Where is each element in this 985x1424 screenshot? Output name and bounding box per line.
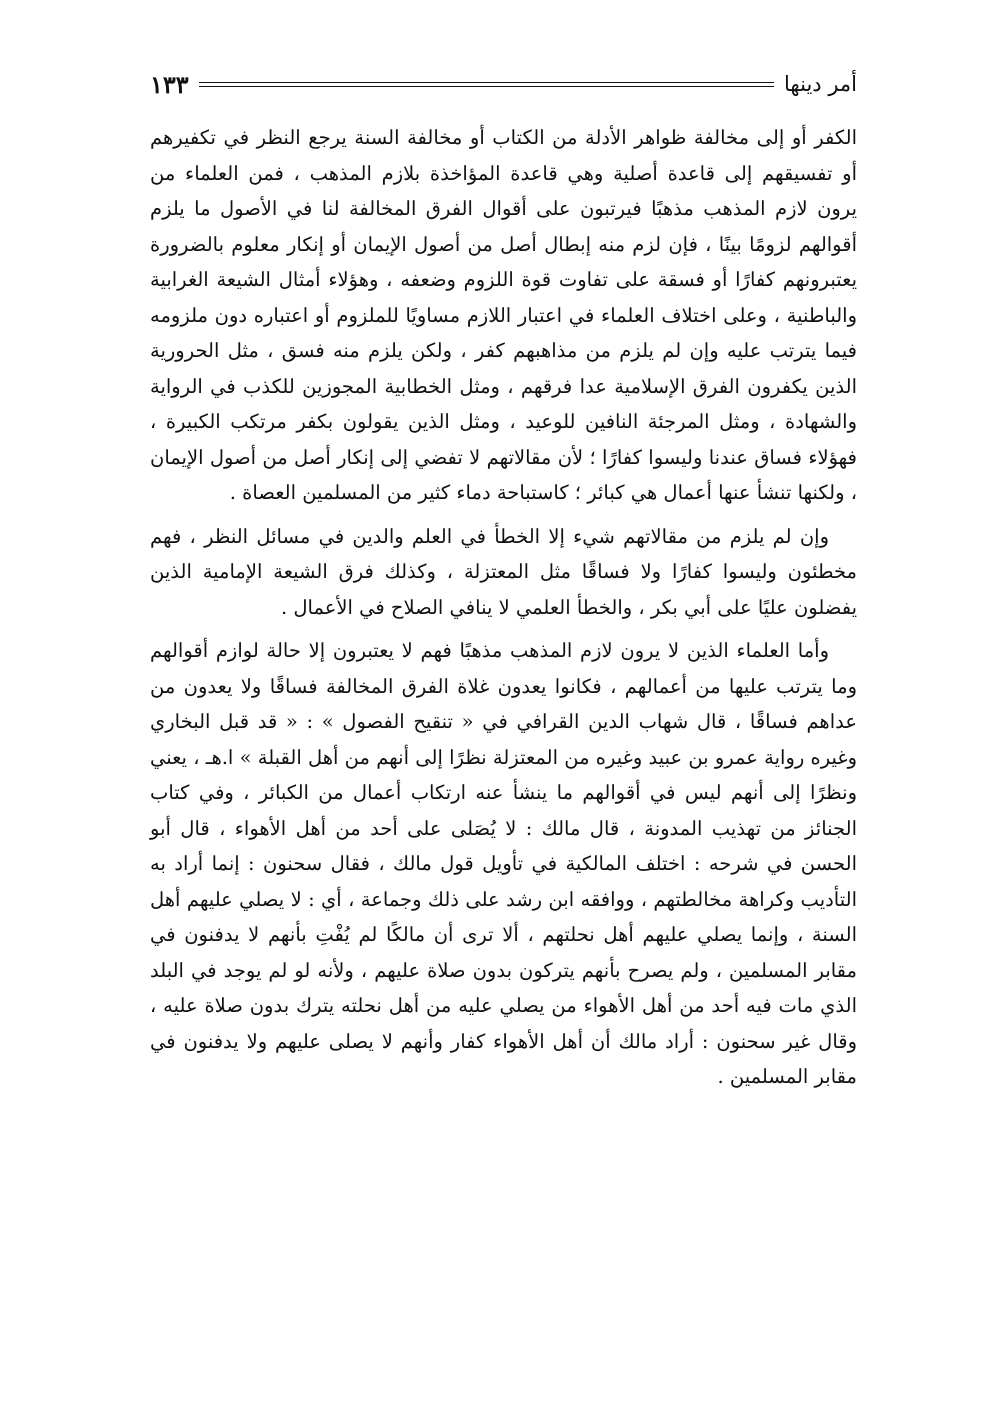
page-number: ١٣٣ (150, 69, 189, 99)
running-header (150, 64, 857, 104)
paragraph-1: الكفر أو إلى مخالفة ظواهر الأدلة من الكتاب أو مخالفة السنة يرجع النظر في تكفيرهم أو تفسيقهم إلى قاعدة أصلية وهي قاعدة المؤاخذة بلازم المذهب ، فمن العلماء من يرون لازم المذهب مذهبًا فيرتبون على أقوال الفرق المخالفة لنا في الأصول ما يلزم أقوالهم لزومًا بينًا ، فإن لزم منه إبطال أصل من أصول الإيمان أو إنكار معلوم بالضرورة يعتبرونهم كفارًا أو فسقة على تفاوت قوة اللزوم وضعفه ، وهؤلاء أمثال الشيعة الغرابية والباطنية ، وعلى اختلاف العلماء في اعتبار اللازم مساويًا للملزوم أو اعتباره دون ملزومه فيما يترتب عليه وإن لم يلزم من مذاهبهم كفر ، ولكن يلزم منه فسق ، مثل الحرورية الذين يكفرون الفرق الإسلامية عدا فرقهم ، ومثل الخطابية المجوزين للكذب في الرواية والشهادة ، ومثل المرجئة النافين للوعيد ، ومثل الذين يقولون بكفر مرتكب الكبيرة ، فهؤلاء فساق عندنا وليسوا كفارًا ؛ لأن مقالاتهم لا تفضي إلى إنكار أصل من أصول الإيمان ، ولكنها تنشأ عنها أعمال هي كبائر ؛ كاستباحة دماء كثير من المسلمين العصاة . (150, 126, 857, 504)
header-double-rule (199, 82, 774, 87)
running-title: أمر دينها (784, 72, 857, 96)
paragraph-3: وأما العلماء الذين لا يرون لازم المذهب مذهبًا فهم لا يعتبرون إلا حالة لوازم أقوالهم وما يترتب عليها من أعمالهم ، فكانوا يعدون غلاة الفرق المخالفة فساقًا ولا يعدون من عداهم فساقًا ، قال شهاب الدين القرافي في « تنقيح الفصول » : « قد قبل البخاري وغيره رواية عمرو بن عبيد وغيره من المعتزلة نظرًا إلى أنهم من أهل القبلة » ا.هـ ، يعني ونظرًا إلى أنهم ليس في أقوالهم ما ينشأ عنه ارتكاب أعمال من الكبائر ، وفي كتاب الجنائز من تهذيب المدونة ، قال مالك : لا يُصَلى على أحد من أهل الأهواء ، قال أبو الحسن في شرحه : اختلف المالكية في تأويل قول مالك ، فقال سحنون : إنما أراد به التأديب وكراهة مخالطتهم ، ووافقه ابن رشد على ذلك وجماعة ، أي : لا يصلي عليهم أهل السنة ، وإنما يصلي عليهم أهل نحلتهم ، ألا ترى أن مالكًا لم يُفْتِ بأنهم لا يدفنون في مقابر المسلمين ، ولم يصرح بأنهم يتركون بدون صلاة عليهم ، ولأنه لو لم يوجد في البلد الذي مات فيه أحد من أهل الأهواء من يصلي عليه من أهل نحلته يترك بدون صلاة عليه ، وقال غير سحنون : أراد مالك أن أهل الأهواء كفار وأنهم لا يصلى عليهم ولا يدفنون في مقابر المسلمين . (150, 639, 857, 1088)
paragraph-2: وإن لم يلزم من مقالاتهم شيء إلا الخطأ في العلم والدين في مسائل النظر ، فهم مخطئون وليسوا كفارًا ولا فساقًا مثل المعتزلة ، وكذلك فرق الشيعة الإمامية الذين يفضلون عليًا على أبي بكر ، والخطأ العلمي لا ينافي الصلاح في الأعمال . (150, 524, 857, 619)
page-body (150, 120, 857, 1103)
